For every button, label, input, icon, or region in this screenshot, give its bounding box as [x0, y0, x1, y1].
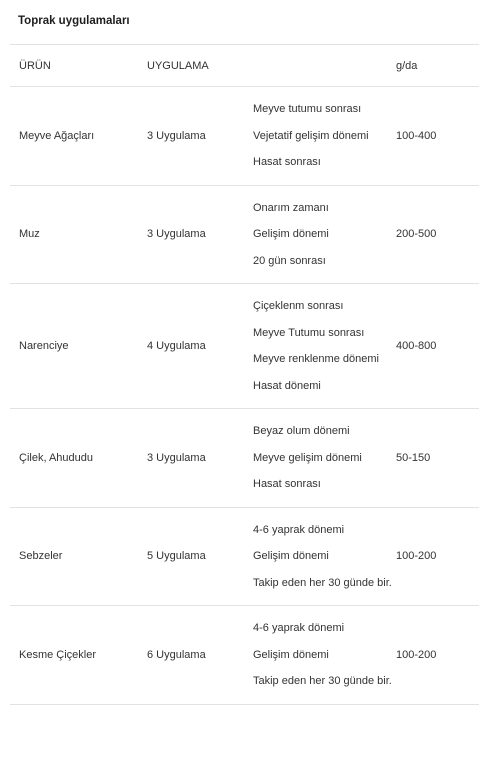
table-row — [10, 87, 479, 186]
timing-cell — [253, 409, 396, 508]
dose-cell: 200-500 — [396, 228, 437, 241]
timing-cell — [253, 284, 396, 409]
timing-item: Çiçeklenm sonrası — [253, 300, 344, 312]
timing-item: Meyve renklenme dönemi — [253, 353, 379, 365]
product-cell: Kesme Çiçekler — [19, 648, 97, 661]
applications-cell: 3 Uygulama — [147, 451, 206, 464]
dose-cell: 50-150 — [396, 451, 431, 464]
timing-item: Gelişim dönemi — [253, 648, 329, 661]
timing-item: Meyve tutumu sonrası — [253, 103, 362, 115]
table-row — [10, 507, 479, 606]
header-timing — [253, 45, 396, 87]
table-row — [10, 409, 479, 508]
timing-item: Onarım zamanı — [253, 201, 329, 214]
timing-cell — [253, 87, 396, 186]
section-title: Toprak uygulamaları — [18, 15, 130, 27]
timing-item: 20 gün sonrası — [253, 254, 326, 267]
timing-item: Meyve gelişim dönemi — [253, 451, 362, 464]
timing-item: Beyaz olum dönemi — [253, 425, 350, 437]
product-cell: Muz — [19, 228, 40, 241]
timing-cell — [253, 185, 396, 284]
timing-item: Hasat sonrası — [253, 478, 321, 490]
applications-cell: 4 Uygulama — [147, 340, 206, 352]
dose-cell: 100-400 — [396, 129, 437, 142]
applications-cell: 3 Uygulama — [147, 228, 206, 241]
timing-item: 4-6 yaprak dönemi — [253, 523, 345, 536]
header-application: UYGULAMA — [147, 59, 209, 72]
timing-item: Gelişim dönemi — [253, 550, 329, 562]
product-cell: Çilek, Ahududu — [19, 451, 93, 464]
applications-cell: 5 Uygulama — [147, 550, 206, 563]
dose-cell: 100-200 — [396, 648, 437, 661]
timing-item: Takip eden her 30 günde bir. — [253, 576, 392, 589]
timing-item: Hasat sonrası — [253, 156, 321, 168]
application-table — [10, 44, 479, 705]
product-cell: Sebzeler — [19, 550, 63, 563]
dose-cell: 100-200 — [396, 550, 437, 563]
applications-cell: 3 Uygulama — [147, 129, 206, 142]
table-row — [10, 284, 479, 409]
table-body — [10, 87, 479, 705]
table-header-row — [10, 45, 479, 87]
timing-item: Vejetatif gelişim dönemi — [253, 129, 369, 142]
timing-item: Meyve Tutumu sonrası — [253, 326, 365, 339]
header-product: ÜRÜN — [19, 59, 51, 72]
timing-item: Gelişim dönemi — [253, 228, 329, 240]
dose-cell: 400-800 — [396, 340, 437, 352]
table-row — [10, 606, 479, 705]
table-row — [10, 185, 479, 284]
header-dose: g/da — [396, 59, 418, 72]
applications-cell: 6 Uygulama — [147, 648, 206, 661]
timing-item: Hasat dönemi — [253, 379, 321, 392]
product-cell: Narenciye — [19, 340, 69, 352]
product-cell: Meyve Ağaçları — [19, 129, 95, 142]
timing-cell — [253, 507, 396, 606]
timing-item: 4-6 yaprak dönemi — [253, 622, 345, 634]
timing-item: Takip eden her 30 günde bir. — [253, 675, 392, 687]
timing-cell — [253, 606, 396, 705]
